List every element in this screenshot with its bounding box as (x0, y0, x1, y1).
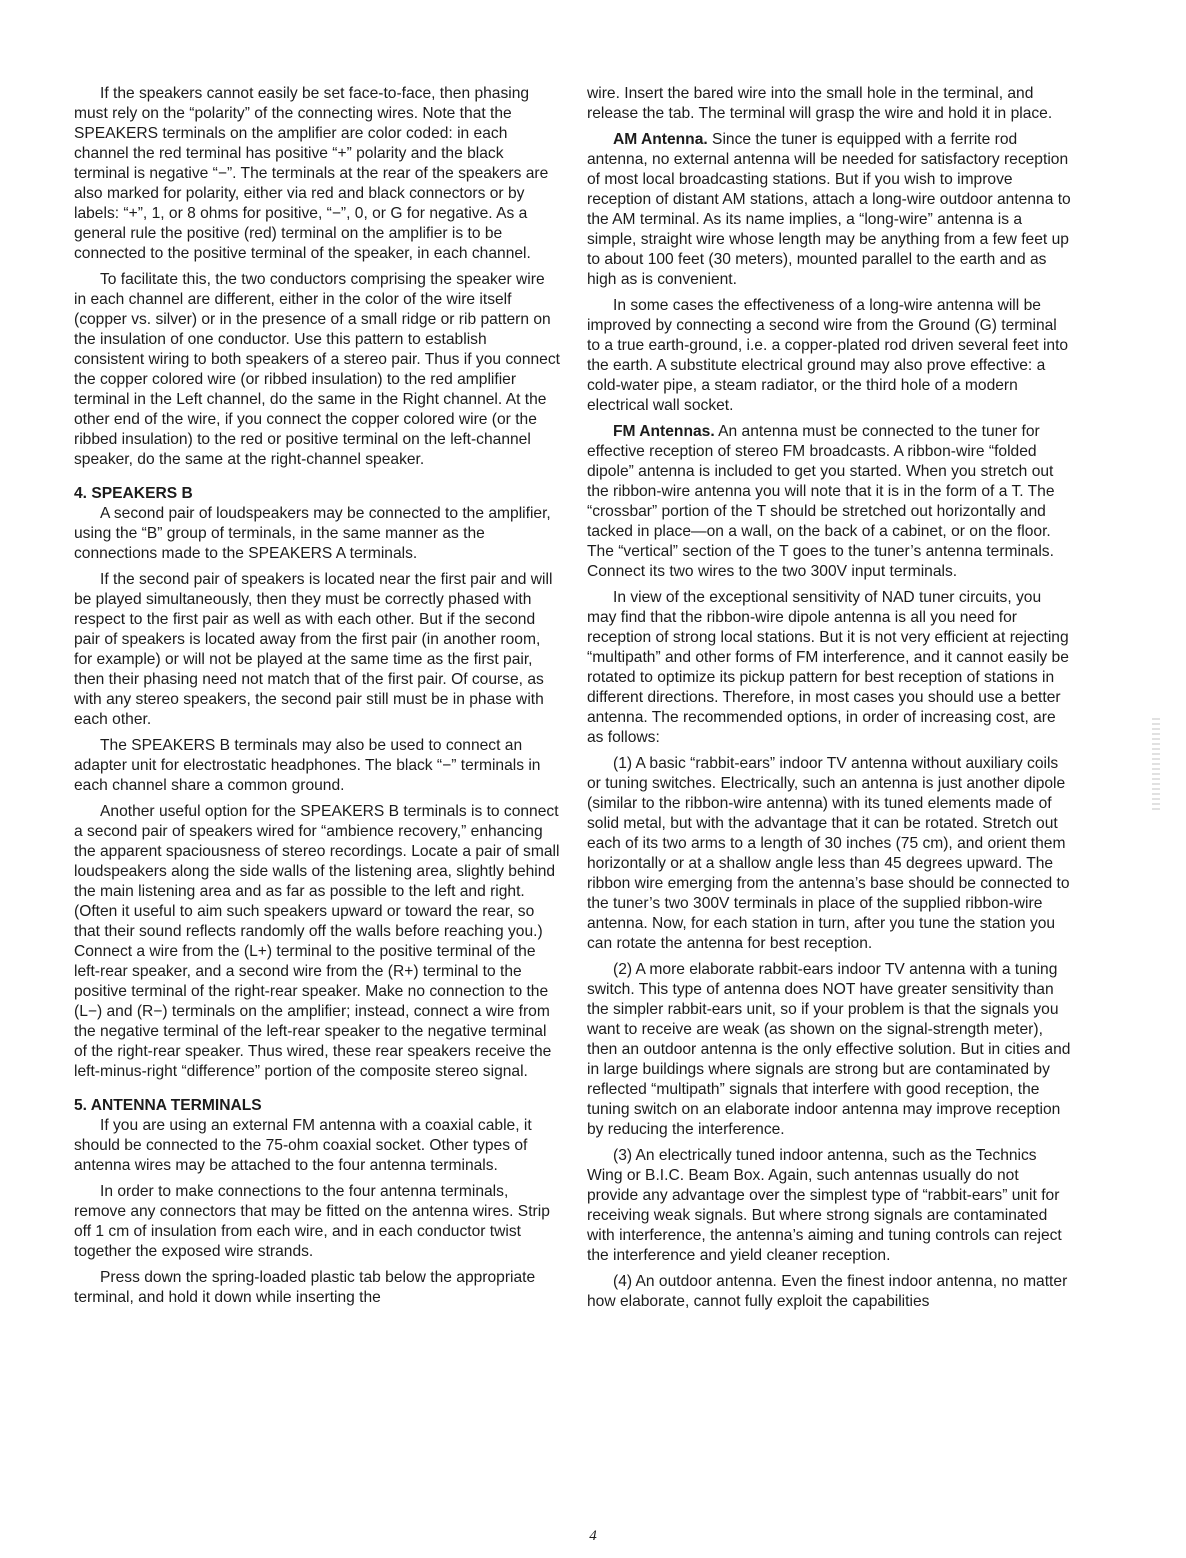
page-number: 4 (589, 1528, 597, 1544)
heading-antenna-terminals: 5. ANTENNA TERMINALS (74, 1097, 262, 1114)
right-column (587, 84, 1072, 1318)
paragraph-option-1: (1) A basic “rabbit-ears” indoor TV antenna without auxiliary coils or tuning switches. Electrically, such an antenna is just another dipole (similar to the ribbon-wire antenna) with its tuned elements made of solid metal, but with the advantage that it can be rotated. Stretch out each of its two arms to a length of 30 inches (75 cm), and orient them horizontally or at a shallow angle less than 45 degrees upward. The ribbon wire emerging from the antenna’s base should be connected to the tuner’s two 300V terminals in place of the supplied ribbon-wire antenna. Now, for each station in turn, after you tune the station you can rotate the antenna for best reception. (587, 755, 1070, 952)
paragraph-second-pair-phasing: If the second pair of speakers is located near the first pair and will be played simultaneously, then they must be correctly phased with respect to the first pair as well as with each other. But if the second pair of speakers is located away from the first pair (in another room, for example) or will not be played at the same time as the first pair, then their phasing need not match that of the first pair. Of course, as with any stereo speakers, the second pair still must be in phase with each other. (74, 571, 553, 728)
paragraph-coaxial-antenna: If you are using an external FM antenna with a coaxial cable, it should be connected to the 75-ohm coaxial socket. Other types of antenna wires may be attached to the four antenna terminals. (74, 1117, 532, 1174)
fm-antennas-label: FM Antennas. (613, 423, 715, 440)
am-antenna-label: AM Antenna. (613, 131, 708, 148)
paragraph-fm-antennas (587, 422, 1072, 582)
paragraph-second-pair: A second pair of loudspeakers may be connected to the amplifier, using the “B” group of terminals, in the same manner as the connections made to the SPEAKERS A terminals. (74, 505, 551, 562)
fm-antennas-text: An antenna must be connected to the tuner for effective reception of stereo FM broadcasts. A ribbon-wire “folded dipole” antenna is included to get you started. When you stretch out the ribbon-wire antenna you will note that it is in the form of a T. The “crossbar” portion of the T should be stretched out horizontally and tacked in place—on a wall, on the back of a cabinet, or on the floor. The “vertical” section of the T goes to the tuner’s antenna terminals. Connect its two wires to the two 300V input terminals. (587, 423, 1055, 580)
paragraph-ground-wire: In some cases the effectiveness of a long-wire antenna will be improved by connecting a second wire from the Ground (G) terminal to a true earth-ground, i.e. a copper-plated rod driven several feet into the earth. A substitute electrical ground may also prove effective: a cold-water pipe, a steam radiator, or the third hole of a modern electrical wall socket. (587, 297, 1069, 414)
am-antenna-text: Since the tuner is equipped with a ferrite rod antenna, no external antenna will be needed for satisfactory reception of most local broadcasting stations. But if you wish to improve reception of distant AM stations, attach a long-wire outdoor antenna to the AM terminal. As its name implies, a “long-wire” antenna is a simple, straight wire whose length may be anything from a few feet up to about 100 feet (30 meters), mounted parallel to the earth and as high as is convenient. (587, 131, 1071, 288)
paragraph-option-2: (2) A more elaborate rabbit-ears indoor TV antenna with a tuning switch. This type of antenna does NOT have greater sensitivity than the simpler rabbit-ears unit, so if your problem is that the signals you want to receive are weak (as shown on the signal-strength meter), then an outdoor antenna is the only effective solution. But in cities and in large buildings where signals are strong but are contaminated by reflected “multipath” signals that interfere with good reception, the tuning switch on an elaborate indoor antenna may improve reception by reducing the interference. (587, 961, 1071, 1138)
paragraph-option-3: (3) An electrically tuned indoor antenna, such as the Technics Wing or B.I.C. Beam Box. Again, such antennas usually do not provide any advantage over the simplest type of “rabbit-ears” unit for receiving weak signals. But where strong signals are contaminated with interference, the antenna’s aiming and tuning controls can reject the interference and yield cleaner reception. (587, 1147, 1062, 1264)
paragraph-antenna-connections: In order to make connections to the four antenna terminals, remove any connectors that may be fitted on the antenna wires. Strip off 1 cm of insulation from each wire, and in each conductor twist together the exposed wire strands. (74, 1183, 550, 1260)
paragraph-headphone-adapter: The SPEAKERS B terminals may also be used to connect an adapter unit for electrostatic headphones. The black “−” terminals in each channel share a common ground. (74, 737, 541, 794)
heading-speakers-b: 4. SPEAKERS B (74, 485, 193, 502)
paragraph-insert-wire: wire. Insert the bared wire into the small hole in the terminal, and release the tab. The terminal will grasp the wire and hold it in place. (587, 85, 1053, 122)
paragraph-am-antenna (587, 130, 1072, 290)
paragraph-tuner-sensitivity: In view of the exceptional sensitivity of NAD tuner circuits, you may find that the ribbon-wire dipole antenna is all you need for reception of strong local stations. But it is not very efficient at rejecting “multipath” and other forms of FM interference, and it cannot easily be rotated to optimize its pickup pattern for best reception of stations in different directions. Therefore, in most cases you should use a better antenna. The recommended options, in order of increasing cost, are as follows: (587, 589, 1069, 746)
paragraph-spring-tab: Press down the spring-loaded plastic tab below the appropriate terminal, and hold it down while inserting the (74, 1269, 536, 1306)
paragraph-wire-conductors: To facilitate this, the two conductors comprising the speaker wire in each channel are different, either in the color of the wire itself (copper vs. silver) or in the presence of a small ridge or rib pattern on the insulation of one conductor. Use this pattern to establish consistent wiring to both speakers of a stereo pair. Thus if you connect the copper colored wire (or ribbed insulation) to the red amplifier terminal in the Left channel, do the same in the Right channel. At the other end of the wire, if you connect the copper colored wire (or the ribbed insulation) to the red or positive terminal on the left-channel speaker, do the same at the right-channel speaker. (74, 271, 560, 468)
paragraph-speaker-polarity: If the speakers cannot easily be set face-to-face, then phasing must rely on the “polarity” of the connecting wires. Note that the SPEAKERS terminals on the amplifier are color coded: in each channel the red terminal has positive “+” polarity and the black terminal is negative “−”. The terminals at the rear of the speakers are also marked for polarity, either via red and black connectors or by labels: “+”, 1, or 8 ohms for positive, “−”, 0, or G for negative. As a general rule the positive (red) terminal on the amplifier is to be connected to the positive terminal of the speaker, in each channel. (74, 85, 549, 262)
scan-artifact (1152, 718, 1160, 810)
paragraph-option-4: (4) An outdoor antenna. Even the finest indoor antenna, no matter how elaborate, cannot fully exploit the capabilities (587, 1273, 1068, 1310)
paragraph-ambience-recovery: Another useful option for the SPEAKERS B terminals is to connect a second pair of speakers wired for “ambience recovery,” enhancing the apparent spaciousness of stereo recordings. Locate a pair of small loudspeakers along the side walls of the listening area, slightly behind the main listening area and as far as possible to the left and right. (Often it useful to aim such speakers upward or toward the rear, so that their sound reflects randomly off the walls before reaching you.) Connect a wire from the (L+) terminal to the positive terminal of the left-rear speaker, and a second wire from the (R+) terminal to the positive terminal of the right-rear speaker. Make no connection to the (L−) and (R−) terminals on the amplifier; instead, connect a wire from the negative terminal of the left-rear speaker to the negative terminal of the right-rear speaker. Thus wired, these rear speakers receive the left-minus-right “difference” portion of the composite stereo signal. (74, 803, 560, 1080)
left-column (74, 84, 561, 1314)
